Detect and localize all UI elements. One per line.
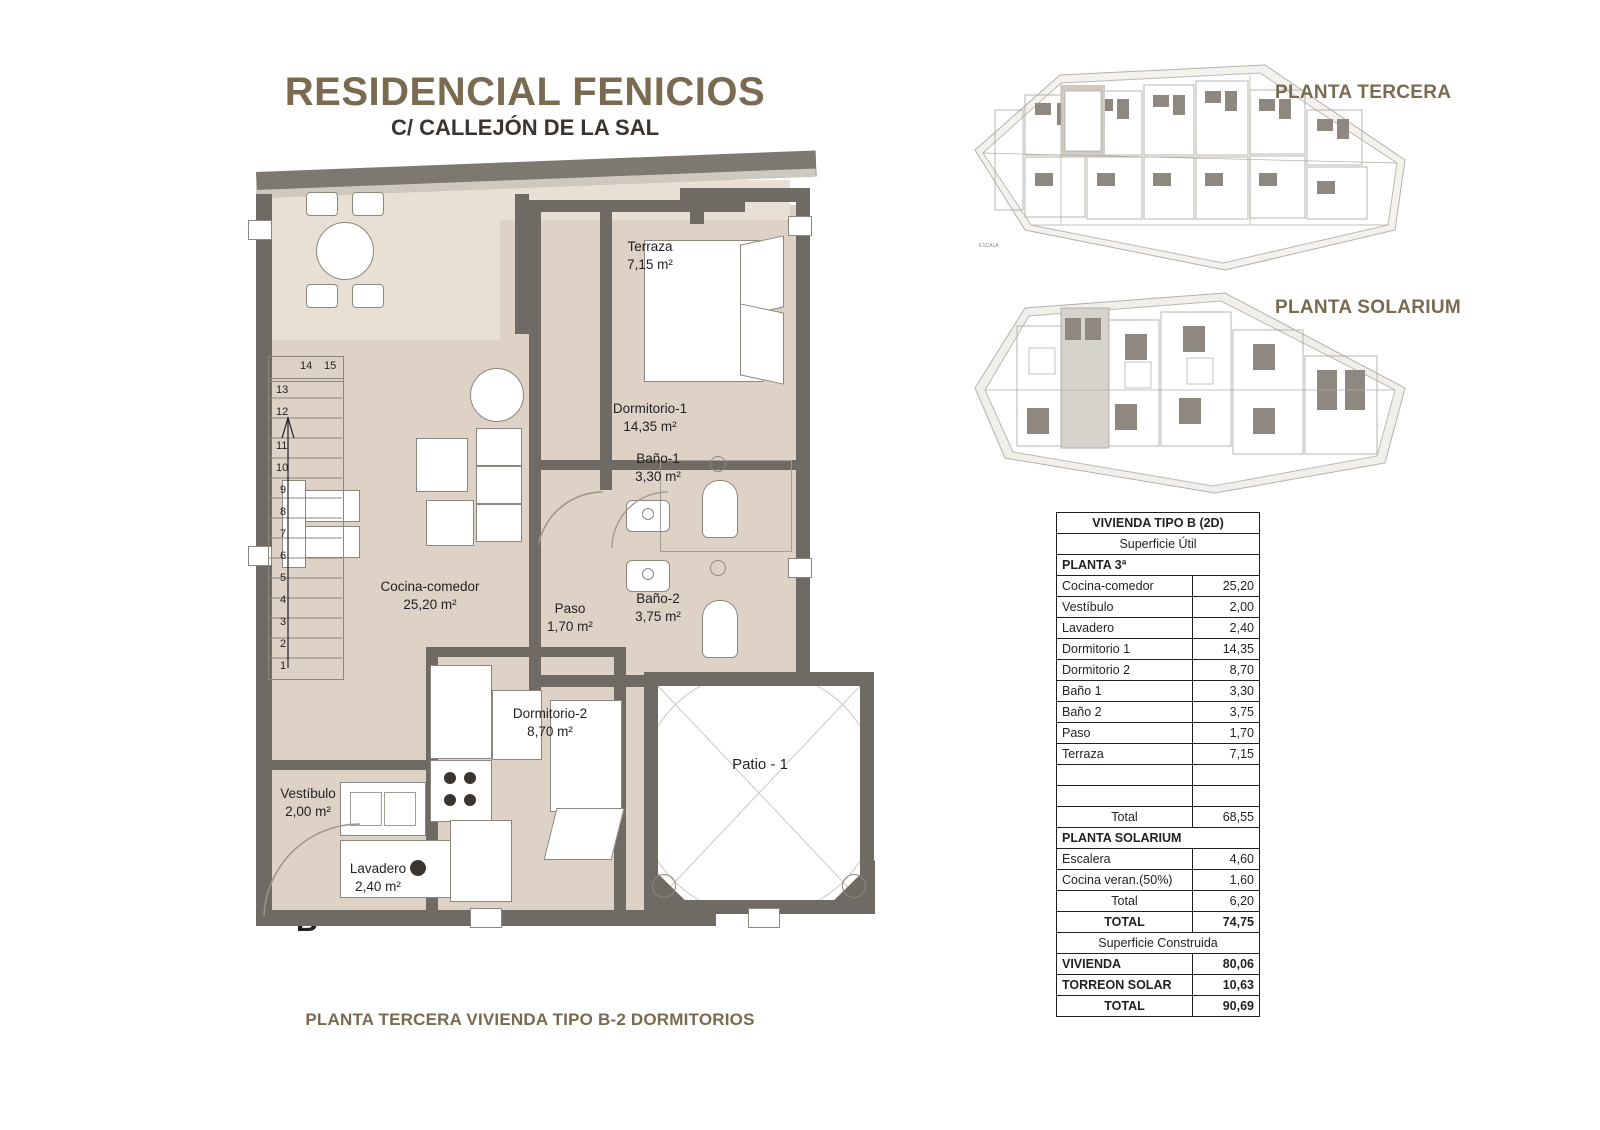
burner-4 bbox=[464, 794, 476, 806]
window-right-1 bbox=[788, 216, 812, 236]
armchair bbox=[426, 500, 474, 546]
stair-number: 3 bbox=[280, 616, 287, 628]
page-title: RESIDENCIAL FENICIOS bbox=[284, 70, 766, 114]
row-label: Dormitorio 2 bbox=[1057, 660, 1193, 681]
room-label-terraza: Terraza 7,15 m² bbox=[627, 239, 673, 273]
terrace-fill-2 bbox=[270, 180, 500, 340]
row-value: 14,35 bbox=[1193, 639, 1260, 660]
row-label: TORREON SOLAR bbox=[1057, 975, 1193, 996]
room-label-dormitorio2: Dormitorio-2 8,70 m² bbox=[512, 706, 588, 740]
table-row bbox=[1057, 870, 1260, 891]
table-row bbox=[1057, 975, 1260, 996]
row-value: 68,55 bbox=[1193, 807, 1260, 828]
terrace-table bbox=[316, 222, 374, 280]
room-label-lavadero: Lavadero 2,40 m² bbox=[349, 861, 407, 895]
row-label: VIVIENDA bbox=[1057, 954, 1193, 975]
row-value: 2,40 bbox=[1193, 618, 1260, 639]
row-label: Cocina veran.(50%) bbox=[1057, 870, 1193, 891]
table-section-solarium: PLANTA SOLARIUM bbox=[1057, 828, 1260, 849]
table-row bbox=[1057, 576, 1260, 597]
table-row bbox=[1057, 702, 1260, 723]
stair-number: 6 bbox=[280, 550, 287, 562]
row-value: 2,00 bbox=[1193, 597, 1260, 618]
row-label: Terraza bbox=[1057, 744, 1193, 765]
stair-number: 8 bbox=[280, 506, 287, 518]
stair-number: 5 bbox=[280, 572, 287, 584]
table-row bbox=[1057, 660, 1260, 681]
exterior-wall-top-right bbox=[680, 188, 810, 202]
stair-number: 15 bbox=[324, 360, 337, 372]
row-label: TOTAL bbox=[1057, 996, 1193, 1017]
door-bath1 bbox=[610, 490, 670, 550]
table-row bbox=[1057, 723, 1260, 744]
table-subtitle-useful: Superficie Útil bbox=[1057, 534, 1260, 555]
row-value: 80,06 bbox=[1193, 954, 1260, 975]
row-label: Paso bbox=[1057, 723, 1193, 744]
window-left-1 bbox=[248, 220, 272, 240]
row-value: 25,20 bbox=[1193, 576, 1260, 597]
table-row bbox=[1057, 849, 1260, 870]
room-label-bano1: Baño-1 3,30 m² bbox=[635, 451, 681, 485]
svg-text:ESCALA: ESCALA bbox=[979, 243, 999, 249]
terrace-chair-1 bbox=[306, 192, 338, 216]
coffee-table bbox=[416, 438, 468, 492]
patio-cross-lines bbox=[658, 686, 860, 900]
table-row-floor-total bbox=[1057, 807, 1260, 828]
table-row-section-solarium bbox=[1057, 828, 1260, 849]
sofa-seat-3 bbox=[476, 504, 522, 542]
window-right-2 bbox=[788, 558, 812, 578]
floor-plan bbox=[240, 160, 900, 950]
door-paso bbox=[535, 490, 605, 560]
row-label: Vestíbulo bbox=[1057, 597, 1193, 618]
stair-number: 14 bbox=[300, 360, 313, 372]
table-row bbox=[1057, 618, 1260, 639]
room-label-paso: Paso 1,70 m² bbox=[547, 601, 593, 635]
table-row-useful-total bbox=[1057, 912, 1260, 933]
cooktop bbox=[430, 760, 492, 822]
stair-number: 1 bbox=[280, 660, 287, 672]
sink-bath2-drain bbox=[642, 568, 654, 580]
sink-basin-2 bbox=[384, 792, 416, 826]
table-row bbox=[1057, 744, 1260, 765]
exterior-wall-right-upper bbox=[796, 194, 810, 674]
sofa-seat-1 bbox=[476, 428, 522, 466]
stair-number: 12 bbox=[276, 406, 289, 418]
row-value: 3,30 bbox=[1193, 681, 1260, 702]
sofa-seat-2 bbox=[476, 466, 522, 504]
stair-number: 7 bbox=[280, 528, 287, 540]
row-label: Baño 1 bbox=[1057, 681, 1193, 702]
row-value: 8,70 bbox=[1193, 660, 1260, 681]
table-row bbox=[1057, 597, 1260, 618]
table-row-subtitle-useful bbox=[1057, 534, 1260, 555]
keyplan-solarium-label: PLANTA SOLARIUM bbox=[1275, 297, 1462, 318]
patio-drain-right bbox=[842, 874, 866, 898]
pillow-2 bbox=[544, 808, 625, 860]
areas-table bbox=[1056, 512, 1260, 1017]
stair-number: 13 bbox=[276, 384, 289, 396]
kitchen-cabinet bbox=[450, 820, 512, 902]
burner-2 bbox=[464, 772, 476, 784]
row-label: Cocina-comedor bbox=[1057, 576, 1193, 597]
room-label-bano2: Baño-2 3,75 m² bbox=[635, 591, 681, 625]
row-label: Baño 2 bbox=[1057, 702, 1193, 723]
row-label: Lavadero bbox=[1057, 618, 1193, 639]
table-row-spacer bbox=[1057, 786, 1260, 807]
table-row-subtitle-built bbox=[1057, 933, 1260, 954]
room-label-vestibulo: Vestíbulo 2,00 m² bbox=[280, 786, 336, 820]
row-label: Escalera bbox=[1057, 849, 1193, 870]
table-row-solarium-total bbox=[1057, 891, 1260, 912]
room-label-patio: Patio - 1 bbox=[732, 756, 788, 773]
row-value: 6,20 bbox=[1193, 891, 1260, 912]
row-value: 7,15 bbox=[1193, 744, 1260, 765]
row-label: Total bbox=[1057, 807, 1193, 828]
table-row bbox=[1057, 681, 1260, 702]
stair-number: 2 bbox=[280, 638, 287, 650]
row-value: 10,63 bbox=[1193, 975, 1260, 996]
terrace-divider-wall bbox=[515, 194, 529, 334]
footer-caption: PLANTA TERCERA VIVIENDA TIPO B-2 DORMITORIOS bbox=[305, 1010, 755, 1029]
row-value: 3,75 bbox=[1193, 702, 1260, 723]
stair-number: 10 bbox=[276, 462, 289, 474]
stair-number: 11 bbox=[276, 440, 288, 452]
stair-number: 9 bbox=[280, 484, 287, 496]
wall-paso-top bbox=[540, 460, 602, 470]
window-bottom bbox=[470, 908, 502, 928]
table-row-section-floor bbox=[1057, 555, 1260, 576]
row-label: TOTAL bbox=[1057, 912, 1193, 933]
table-title: VIVIENDA TIPO B (2D) bbox=[1057, 513, 1260, 534]
table-row-built-total bbox=[1057, 996, 1260, 1017]
stair-number: 4 bbox=[280, 594, 287, 606]
row-value: 1,70 bbox=[1193, 723, 1260, 744]
terrace-chair-4 bbox=[352, 284, 384, 308]
window-patio-bottom bbox=[748, 908, 780, 928]
burner-1 bbox=[444, 772, 456, 784]
wall-bed2-top bbox=[426, 647, 626, 657]
row-value: 90,69 bbox=[1193, 996, 1260, 1017]
table-row bbox=[1057, 639, 1260, 660]
keyplan-third-floor-label: PLANTA TERCERA bbox=[1275, 82, 1452, 103]
terrace-chair-3 bbox=[306, 284, 338, 308]
pillow-1b bbox=[740, 303, 784, 384]
row-value: 1,60 bbox=[1193, 870, 1260, 891]
patio-drain-left bbox=[652, 874, 676, 898]
burner-3 bbox=[444, 794, 456, 806]
row-value: 4,60 bbox=[1193, 849, 1260, 870]
row-label: Dormitorio 1 bbox=[1057, 639, 1193, 660]
row-value: 74,75 bbox=[1193, 912, 1260, 933]
terrace-chair-2 bbox=[352, 192, 384, 216]
table-row bbox=[1057, 954, 1260, 975]
row-label: Total bbox=[1057, 891, 1193, 912]
table-section-floor: PLANTA 3ª bbox=[1057, 555, 1260, 576]
drain-bath2 bbox=[710, 560, 726, 576]
wall-vestibulo bbox=[256, 760, 446, 770]
page-subtitle: C/ CALLEJÓN DE LA SAL bbox=[390, 115, 660, 140]
room-label-dormitorio1: Dormitorio-1 14,35 m² bbox=[612, 401, 688, 435]
room-label-cocina-comedor: Cocina-comedor 25,20 m² bbox=[380, 579, 480, 613]
round-table bbox=[470, 368, 524, 422]
table-subtitle-built: Superficie Construida bbox=[1057, 933, 1260, 954]
patio-wall-top bbox=[644, 672, 874, 686]
table-row-spacer bbox=[1057, 765, 1260, 786]
table-row-title bbox=[1057, 513, 1260, 534]
